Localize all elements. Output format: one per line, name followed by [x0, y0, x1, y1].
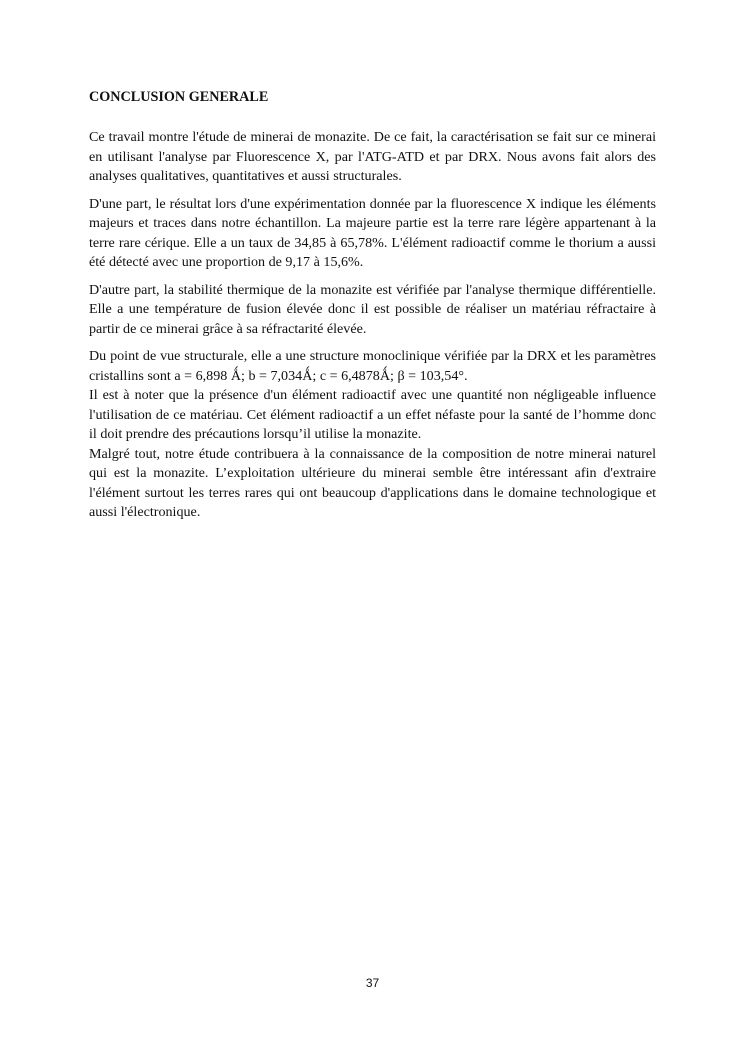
paragraph-intro: Ce travail montre l'étude de minerai de monazite. De ce fait, la caractérisation se fait sur ce minerai en utilisant l'analyse par Fluorescence X, par l'ATG-ATD et par DRX. Nous avons fait alors des analyses qualitatives, quantitatives et aussi structurales.: [89, 129, 656, 184]
page-number: 37: [365, 976, 380, 990]
paragraph-fluorescence: D'une part, le résultat lors d'une expérimentation donnée par la fluorescence X indique les éléments majeurs et traces dans notre échantillon. La majeure partie est la terre rare légère appartenant à la terre rare cérique. Elle a un taux de 34,85 à 65,78%. L'élément radioactif comme le thorium a aussi été détecté avec une proportion de 9,17 à 15,6%.: [89, 195, 656, 270]
paragraph-radioactivity: Il est à noter que la présence d'un élément radioactif avec une quantité non négligeable influence l'utilisation de ce matériau. Cet élément radioactif a un effet néfaste pour la santé de l’homme donc il doit prendre des précautions lorsqu’il utilise la monazite.: [89, 387, 656, 442]
paragraph-closing: Malgré tout, notre étude contribuera à la connaissance de la composition de notre minerai naturel qui est la monazite. L’exploitation ultérieure du minerai semble être intéressant afin d'extraire l'élément surtout les terres rares qui ont beaucoup d'applications dans le domaine technologique et aussi l'électronique.: [89, 445, 656, 520]
paragraph-thermal: D'autre part, la stabilité thermique de la monazite est vérifiée par l'analyse thermique différentielle. Elle a une température de fusion élevée donc il est possible de réaliser un matériau réfractaire à partir de ce minerai grâce à sa réfractarité élevée.: [89, 281, 656, 337]
section-heading: CONCLUSION GENERALE: [89, 89, 269, 105]
conclusion-body: [89, 128, 656, 523]
paragraph-structure: Du point de vue structurale, elle a une structure monoclinique vérifiée par la DRX et les paramètres cristallins sont a = 6,898 Ǻ; b = 7,034Ǻ; c = 6,4878Ǻ; β = 103,54°.: [89, 348, 656, 384]
